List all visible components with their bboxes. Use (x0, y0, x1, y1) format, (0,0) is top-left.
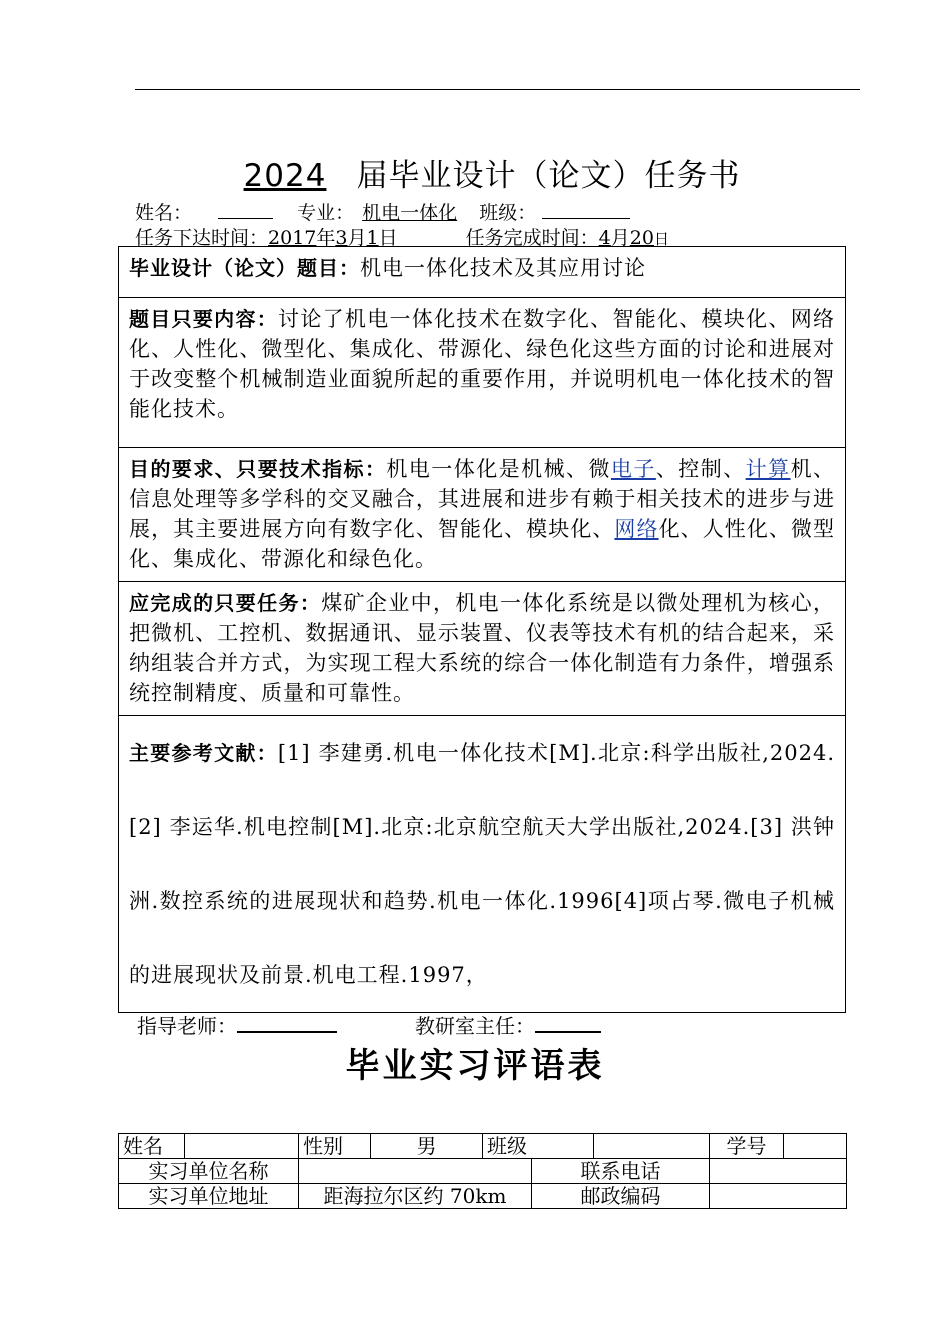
issue-day-unit: 日 (378, 227, 398, 249)
link-electronics[interactable]: 电子 (610, 457, 656, 481)
content-label: 题目只要内容： (129, 307, 279, 331)
issue-time-label: 任务下达时间： (135, 227, 269, 249)
director-signature (415, 1010, 601, 1039)
issue-month-unit: 月 (347, 227, 367, 249)
content-row (119, 298, 846, 448)
tasks-row (119, 582, 846, 716)
evaluation-row-1 (119, 1134, 847, 1159)
class-label: 班级： (479, 202, 537, 224)
header-rule (135, 89, 860, 90)
issue-day: 1 (366, 227, 379, 249)
complete-time-label: 任务完成时间： (465, 227, 599, 249)
student-info-row (135, 198, 630, 225)
unit-name-header: 实习单位名称 (119, 1159, 299, 1184)
tasks-cell (119, 582, 846, 716)
issue-month: 3 (335, 227, 348, 249)
link-network[interactable]: 网络 (614, 517, 659, 541)
name-label: 姓名： (135, 202, 193, 224)
complete-month: 4 (598, 227, 611, 249)
references-row (119, 716, 846, 1013)
advisor-signature (137, 1010, 337, 1039)
topic-cell (119, 247, 846, 298)
major-label: 专业： (297, 202, 355, 224)
advisor-field[interactable] (237, 1016, 337, 1033)
topic-row (119, 247, 846, 298)
complete-day: 20 (629, 227, 654, 249)
unit-address-header: 实习单位地址 (119, 1184, 299, 1209)
requirements-row (119, 448, 846, 582)
evaluation-row-3 (119, 1184, 847, 1209)
name-cell[interactable] (185, 1134, 299, 1159)
student-id-header: 学号 (710, 1134, 784, 1159)
postal-cell[interactable] (710, 1184, 847, 1209)
phone-cell[interactable] (710, 1159, 847, 1184)
name-field[interactable] (218, 203, 273, 219)
complete-month-unit: 月 (610, 227, 630, 249)
references-cell (119, 716, 846, 1013)
evaluation-table (118, 1133, 847, 1209)
complete-day-unit: 日 (653, 230, 669, 248)
tasks-label: 应完成的只要任务： (129, 591, 322, 615)
unit-address-value: 距海拉尔区约 70km (299, 1184, 532, 1209)
title-suffix: 届毕业设计（论文）任务书 (356, 158, 741, 194)
director-label: 教研室主任： (415, 1014, 535, 1038)
name-header: 姓名 (119, 1134, 185, 1159)
content-text: 讨论了机电一体化技术在数字化、智能化、模块化、网络化、人性化、微型化、集成化、带源化、绿色化这些方面的讨论和进展对于改变整个机械制造业面貌所起的重要作用，并说明机电一体化技术的智能化技术。 (129, 307, 836, 421)
gender-value: 男 (371, 1134, 483, 1159)
evaluation-title: 毕业实习评语表 (345, 1046, 605, 1086)
document-title (0, 150, 950, 195)
link-computing[interactable]: 计算 (745, 457, 791, 481)
class-cell[interactable] (594, 1134, 710, 1159)
class-header: 班级 (483, 1134, 594, 1159)
references-text: [1] 李建勇.机电一体化技术[M].北京:科学出版社,2024.[2] 李运华.机电控制[M].北京:北京航空航天大学出版社,2024.[3] 洪钟洲.数控系统的进展现状和趋势.机电一体化.1996[4]项占琴.微电子机械的进展现状及前景.机电工程.1997， (129, 741, 836, 987)
phone-header: 联系电话 (532, 1159, 710, 1184)
director-field[interactable] (535, 1016, 601, 1033)
evaluation-row-2 (119, 1159, 847, 1184)
content-cell (119, 298, 846, 448)
advisor-label: 指导老师： (137, 1014, 237, 1038)
unit-name-cell[interactable] (299, 1159, 532, 1184)
graduation-year: 2024 (243, 158, 327, 194)
tasks-text: 煤矿企业中，机电一体化系统是以微处理机为核心，把微机、工控机、数据通讯、显示装置、仪表等技术有机的结合起来，采纳组装合并方式，为实现工程大系统的综合一体化制造有力条件，增强系统控制精度、质量和可靠性。 (129, 591, 836, 705)
major-value: 机电一体化 (362, 202, 458, 224)
postal-header: 邮政编码 (532, 1184, 710, 1209)
requirements-label: 目的要求、只要技术指标： (129, 457, 387, 481)
topic-value: 机电一体化技术及其应用讨论 (360, 256, 646, 280)
requirements-text-4: 化、人性化、微型化、集成化、带源化和绿色化。 (129, 517, 836, 571)
requirements-text-1: 机电一体化是机械、微 (386, 457, 611, 481)
student-id-cell[interactable] (784, 1134, 847, 1159)
task-table (118, 246, 846, 1013)
topic-label: 毕业设计（论文）题目： (129, 256, 360, 280)
references-label: 主要参考文献： (129, 741, 278, 765)
requirements-text-2: 、控制、 (655, 457, 746, 481)
gender-header: 性别 (299, 1134, 371, 1159)
issue-year: 2017 (268, 227, 317, 249)
class-field[interactable] (542, 203, 630, 219)
issue-year-unit: 年 (316, 227, 336, 249)
requirements-cell (119, 448, 846, 582)
requirements-text-3: 机、信息处理等多学科的交叉融合，其进展和进步有赖于相关技术的进步与进展，其主要进展方向有数字化、智能化、模块化、 (129, 457, 836, 541)
